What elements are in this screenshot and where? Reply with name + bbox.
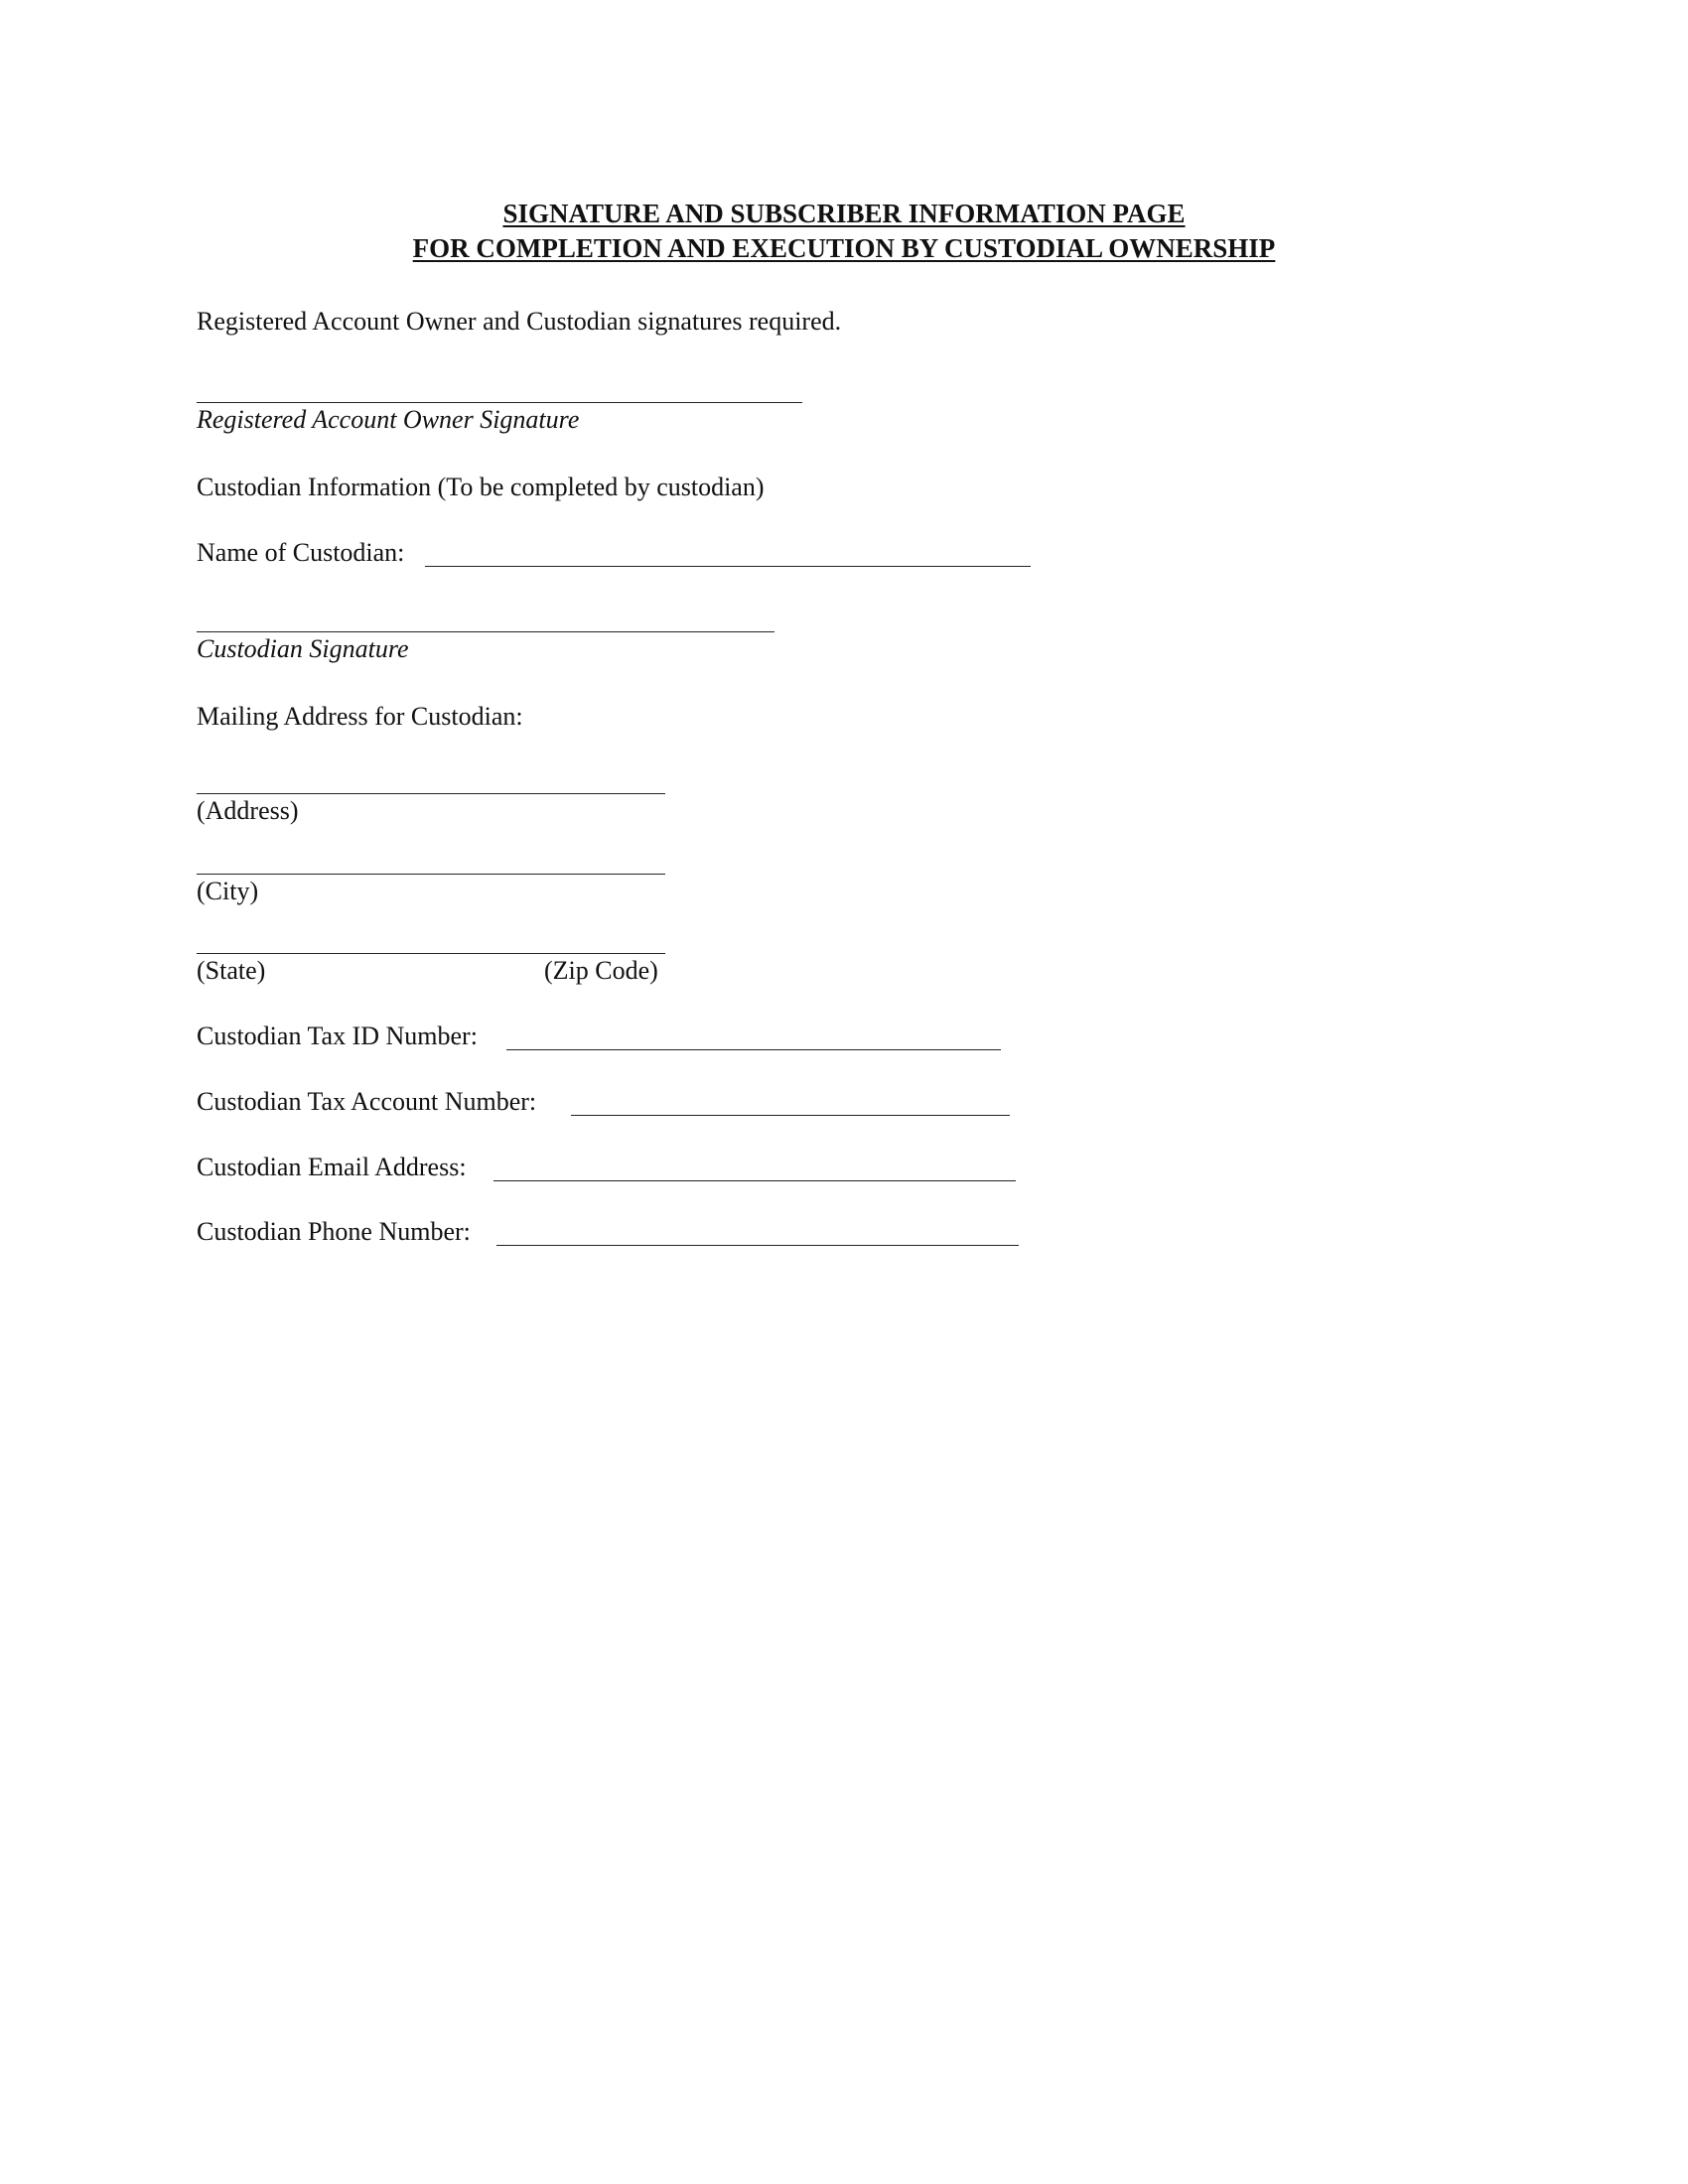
phone-label: Custodian Phone Number: (197, 1217, 471, 1246)
state-caption: (State) (197, 956, 266, 985)
custodian-info-heading: Custodian Information (To be completed by custodian) (197, 473, 765, 501)
page-title-line-2: FOR COMPLETION AND EXECUTION BY CUSTODIAL OWNERSHIP (412, 233, 1276, 263)
tax-account-label: Custodian Tax Account Number: (197, 1087, 537, 1116)
email-field[interactable] (493, 1180, 1016, 1181)
address-field[interactable] (197, 793, 665, 794)
custodian-name-label: Name of Custodian: (197, 538, 405, 567)
tax-account-field[interactable] (571, 1115, 1010, 1116)
city-caption: (City) (197, 877, 259, 905)
mailing-address-heading: Mailing Address for Custodian: (197, 702, 523, 731)
tax-id-label: Custodian Tax ID Number: (197, 1022, 478, 1050)
custodian-signature-caption: Custodian Signature (197, 634, 409, 663)
phone-field[interactable] (496, 1245, 1019, 1246)
city-field[interactable] (197, 874, 665, 875)
email-label: Custodian Email Address: (197, 1153, 467, 1181)
address-caption: (Address) (197, 796, 299, 825)
owner-signature-caption: Registered Account Owner Signature (197, 405, 580, 434)
tax-id-field[interactable] (506, 1049, 1001, 1050)
owner-signature-line[interactable] (197, 402, 802, 403)
page-title-line-1: SIGNATURE AND SUBSCRIBER INFORMATION PAGE (502, 199, 1186, 228)
custodian-name-field[interactable] (425, 566, 1031, 567)
state-zip-field[interactable] (197, 953, 665, 954)
intro-text: Registered Account Owner and Custodian signatures required. (197, 307, 842, 336)
zip-code-caption: (Zip Code) (544, 956, 658, 985)
custodian-signature-line[interactable] (197, 631, 774, 632)
